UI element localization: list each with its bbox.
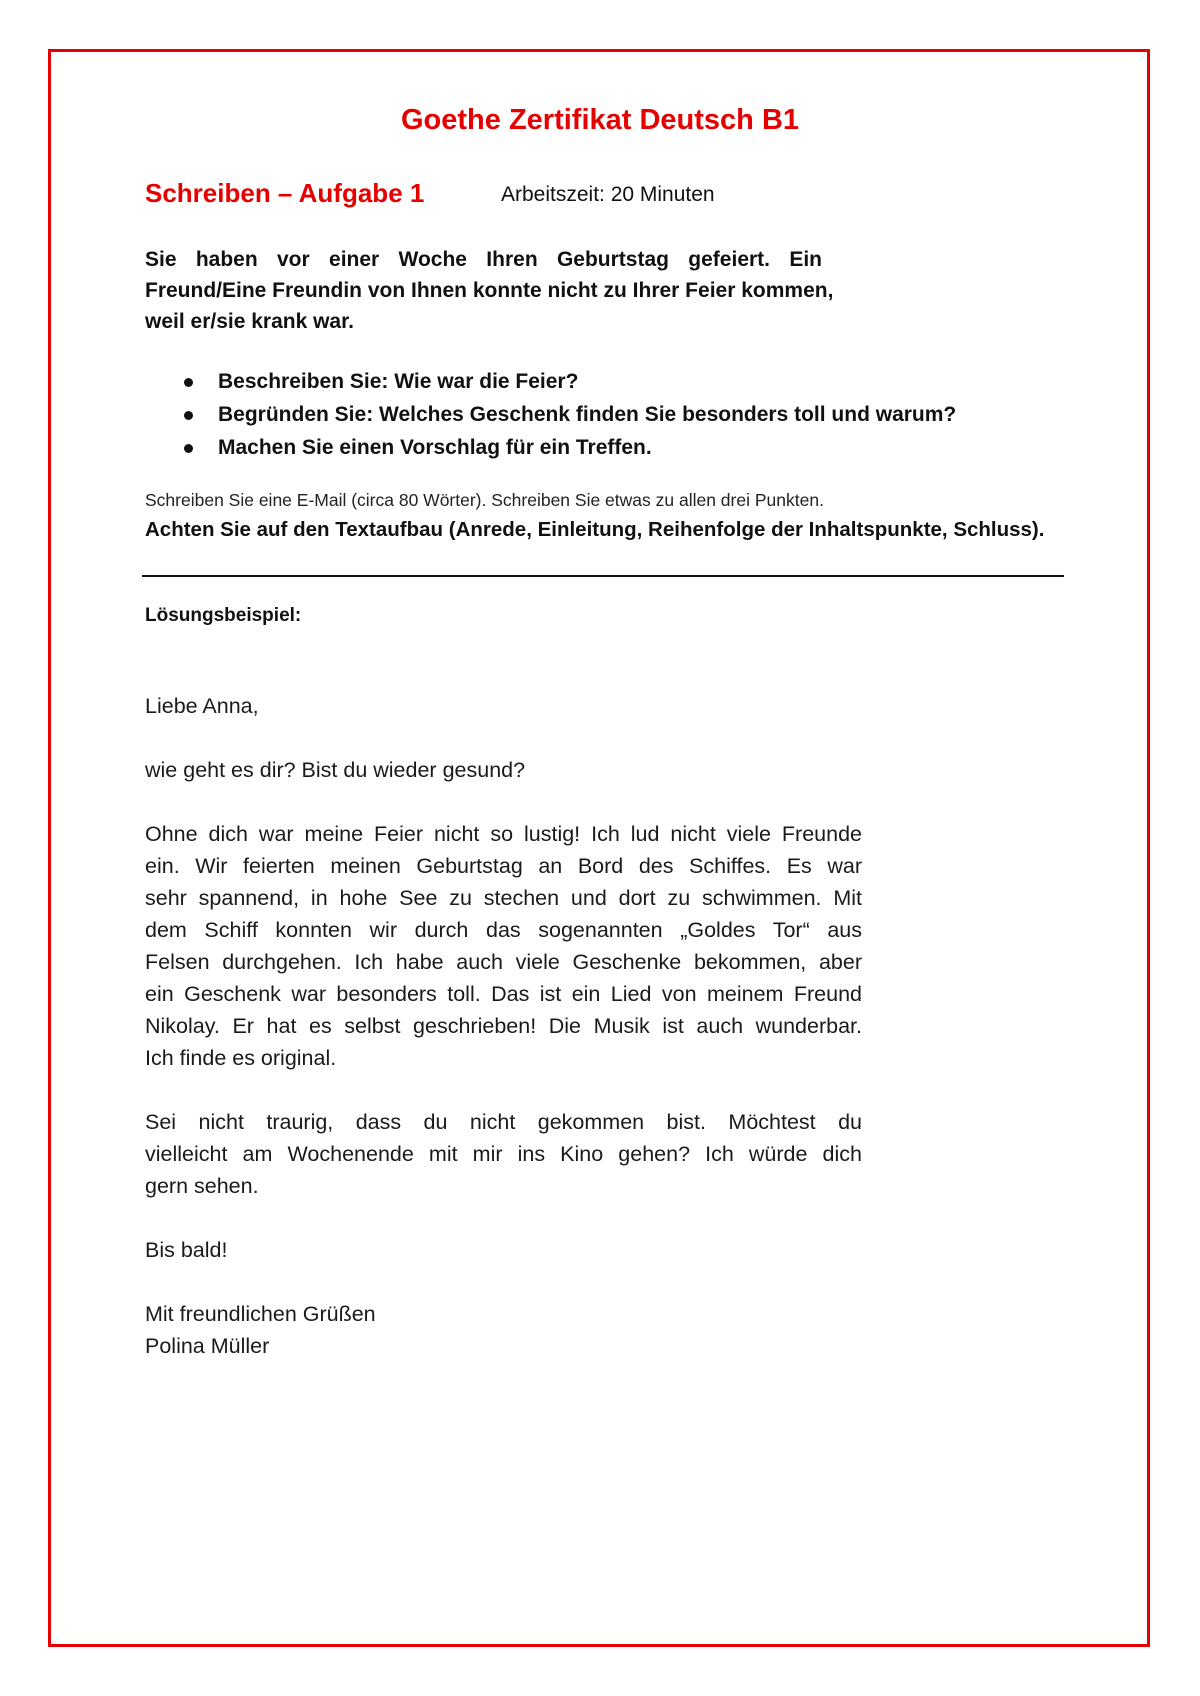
letter-opening: wie geht es dir? Bist du wieder gesund? (145, 758, 526, 782)
prompt-line: weil er/sie krank war. (145, 310, 354, 333)
letter-line: ein. Wir feierten meinen Geburtstag an Bord des Schiffes. Es war (145, 854, 862, 878)
task-bullet-item (180, 398, 956, 431)
letter-greeting: Liebe Anna, (145, 694, 259, 718)
task-bullet-text: Machen Sie einen Vorschlag für ein Treffen. (218, 436, 652, 459)
task-bullet-text: Beschreiben Sie: Wie war die Feier? (218, 370, 579, 393)
letter-line: vielleicht am Wochenende mit mir ins Kino gehen? Ich würde dich (145, 1142, 862, 1166)
letter-line: Felsen durchgehen. Ich habe auch viele Geschenke bekommen, aber (145, 950, 862, 974)
task-bullet-item (180, 431, 956, 464)
bullet-icon (184, 378, 193, 387)
instruction-structure-text: Achten Sie auf den Textaufbau (Anrede, Einleitung, Reihenfolge der Inhaltspunkte, Schluss). (145, 518, 1045, 541)
letter-line: ein Geschenk war besonders toll. Das ist ein Lied von meinem Freund (145, 982, 862, 1006)
letter-line: Sei nicht traurig, dass du nicht gekommen bist. Möchtest du (145, 1110, 862, 1134)
letter-line: dem Schiff konnten wir durch das sogenannten „Goldes Tor“ aus (145, 918, 862, 942)
section-divider (142, 575, 1064, 577)
letter-paragraph-2 (145, 1106, 862, 1202)
task-bullet-text: Begründen Sie: Welches Geschenk finden Sie besonders toll und warum? (218, 403, 957, 426)
letter-signature: Polina Müller (145, 1334, 270, 1358)
task-heading: Schreiben – Aufgabe 1 (145, 178, 425, 208)
letter-line: sehr spannend, in hohe See zu stechen und dort zu schwimmen. Mit (145, 886, 862, 910)
letter-line: Nikolay. Er hat es selbst geschrieben! Die Musik ist auch wunderbar. (145, 1014, 862, 1038)
instruction-text: Schreiben Sie eine E-Mail (circa 80 Wörter). Schreiben Sie etwas zu allen drei Punkten. (145, 490, 824, 510)
task-prompt (145, 244, 834, 337)
task-bullet-list (180, 365, 956, 464)
prompt-line: Sie haben vor einer Woche Ihren Geburtstag gefeiert. Ein (145, 248, 822, 271)
letter-line: gern sehen. (145, 1174, 259, 1198)
letter-line: Ich finde es original. (145, 1046, 337, 1070)
bullet-icon (184, 444, 193, 453)
sample-letter (145, 690, 862, 1362)
prompt-line: Freund/Eine Freundin von Ihnen konnte nicht zu Ihrer Feier kommen, (145, 279, 834, 302)
worktime-label: Arbeitszeit: 20 Minuten (501, 183, 715, 206)
letter-paragraph-1 (145, 818, 862, 1074)
letter-closing: Mit freundlichen Grüßen (145, 1302, 376, 1326)
bullet-icon (184, 411, 193, 420)
letter-farewell: Bis bald! (145, 1238, 228, 1262)
task-bullet-item (180, 365, 956, 398)
letter-line: Ohne dich war meine Feier nicht so lustig! Ich lud nicht viele Freunde (145, 822, 862, 846)
solution-label: Lösungsbeispiel: (145, 605, 302, 626)
document-title: Goethe Zertifikat Deutsch B1 (400, 104, 800, 136)
